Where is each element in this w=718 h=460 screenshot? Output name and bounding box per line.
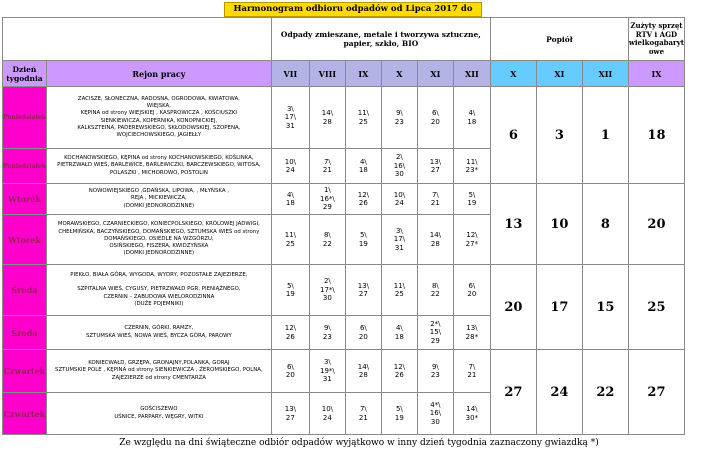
month-header: XI	[417, 61, 453, 87]
ash-month-header: XI	[536, 61, 582, 87]
ash-value-cell: 3	[536, 87, 582, 184]
date-cell: 3\ 17\ 31	[271, 87, 309, 149]
date-cell: 12\ 26	[271, 316, 309, 350]
date-cell: 7\ 21	[345, 393, 381, 435]
date-cell: 2*\ 15\ 29	[417, 316, 453, 350]
date-cell: 7\ 21	[417, 184, 453, 215]
date-cell: 12\ 26	[381, 350, 417, 393]
date-cell: 6\ 20	[453, 265, 490, 316]
region-cell: MORAWSKIEGO, CZARNIECKIEGO, KONIECPOLSKIEGO, KRÓLOWEJ JADWIGI, CHEŁMIŃSKA, BACZYŃSKIEGO, DOMAŃSKIEGO, SZTUMSKA WIEŚ od strony DOMAŃSKIEGO, OSIEDLE NA WZGÓRZU, OSIŃSKIEGO, FISZERA, KWIDZYŃSKA (DOMKI JEDNORODZINNE)	[46, 215, 271, 265]
month-header: XII	[453, 61, 490, 87]
date-cell: 3\ 19*\ 31	[309, 350, 345, 393]
date-cell: 10\ 24	[381, 184, 417, 215]
rtv-value-cell: 18	[628, 87, 684, 184]
ash-value-cell: 20	[490, 265, 536, 350]
ash-value-cell: 6	[490, 87, 536, 184]
date-cell: 6\ 20	[345, 316, 381, 350]
date-cell: 7\ 21	[453, 350, 490, 393]
ash-month-header: XII	[582, 61, 628, 87]
date-cell: 12\ 27*	[453, 215, 490, 265]
ash-value-cell: 17	[536, 265, 582, 350]
rtv-value-cell: 27	[628, 350, 684, 435]
ash-header: Popiół	[490, 18, 628, 61]
date-cell: 8\ 22	[309, 215, 345, 265]
date-cell: 12\ 26	[345, 184, 381, 215]
date-cell: 4\ 18	[453, 87, 490, 149]
ash-value-cell: 10	[536, 184, 582, 265]
ash-value-cell: 22	[582, 350, 628, 435]
day-cell: Środa	[3, 316, 47, 350]
ash-value-cell: 15	[582, 265, 628, 350]
ash-value-cell: 24	[536, 350, 582, 435]
date-cell: 13\ 28*	[453, 316, 490, 350]
date-cell: 11\ 25	[345, 87, 381, 149]
day-cell: Wtorek	[3, 184, 47, 215]
day-cell: Wtorek	[3, 215, 47, 265]
day-cell: Czwartek	[3, 393, 47, 435]
date-cell: 13\ 27	[345, 265, 381, 316]
month-header: VIII	[309, 61, 345, 87]
date-cell: 8\ 22	[417, 265, 453, 316]
table-row	[3, 265, 685, 316]
date-cell: 14\ 28	[309, 87, 345, 149]
date-cell: 10\ 24	[271, 149, 309, 184]
rtv-header: Zużyty sprzęt RTV i AGD wielkogabaryt owe	[628, 18, 684, 61]
date-cell: 14\ 28	[417, 215, 453, 265]
date-cell: 5\ 19	[345, 215, 381, 265]
date-cell: 1\ 16*\ 29	[309, 184, 345, 215]
region-cell: GOŚCISZEWO UŚNICE, PARPARY, WĘGRY, WITKI	[46, 393, 271, 435]
month-header: IX	[345, 61, 381, 87]
ash-value-cell: 1	[582, 87, 628, 184]
region-cell: KONIECWAŁD, GRZĘPA, GRONAJNY,POLANKA, GORAJ SZTUMSKIE POLE , KĘPINA od strony SIENKIEWICZA , ŻEROMSKIEGO, POLNA, ZAJEZIERZE od strony CMENTARZA	[46, 350, 271, 393]
day-cell: Poniedziałek	[3, 87, 47, 149]
day-cell: Czwartek	[3, 350, 47, 393]
date-cell: 4\ 18	[345, 149, 381, 184]
footer-note: Ze względu na dni świąteczne odbiór odpadów wyjątkowo w inny dzień tygodnia zaznaczony gwiazdką *)	[119, 438, 599, 448]
region-cell: NOWOWIEJSKIEGO ,GDAŃSKA, LIPOWA, , MŁYŃSKA , REJA , MICKIEWICZA, (DOMKI JEDNORODZINNE)	[46, 184, 271, 215]
date-cell: 4*\ 16\ 30	[417, 393, 453, 435]
day-cell: Poniedziałek	[3, 149, 47, 184]
date-cell: 5\ 19	[271, 265, 309, 316]
month-header: X	[381, 61, 417, 87]
date-cell: 2\ 17*\ 30	[309, 265, 345, 316]
date-cell: 5\ 19	[381, 393, 417, 435]
region-column-header: Rejon pracy	[46, 61, 271, 87]
header-blank	[3, 18, 272, 61]
date-cell: 6\ 20	[417, 87, 453, 149]
month-header: VII	[271, 61, 309, 87]
mixed-waste-header: Odpady zmieszane, metale i tworzywa sztuczne, papier, szkło, BIO	[271, 18, 490, 61]
date-cell: 10\ 24	[309, 393, 345, 435]
date-cell: 9\ 23	[381, 87, 417, 149]
date-cell: 11\ 25	[381, 265, 417, 316]
region-cell: KOCHANOWSKIEGO, KĘPINA od strony KOCHANOWSKIEGO, KOŚLINKA, PIETRZWAŁD WIEŚ, BARLEWICE, BARLEWICZKI, BARCZEWSKIEGO, WITOSA, POLASZKI , MICHOROWO, POSTOLIN	[46, 149, 271, 184]
region-cell: PIEKŁO, BIAŁA GÓRA, WYGODA, WYDRY, POZOSTAŁE ZAJEZIERZE, SZPITALNA WIEŚ, CYGUSY, PIETRZWAŁD PGR, PIENIĄŻNEGO, CZERNIN – ZABUDOWA WIELORODZINNA (DUŻE POJEMNIKI)	[46, 265, 271, 316]
date-cell: 2\ 16\ 30	[381, 149, 417, 184]
date-cell: 4\ 18	[271, 184, 309, 215]
rtv-value-cell: 25	[628, 265, 684, 350]
date-cell: 11\ 23*	[453, 149, 490, 184]
schedule-table	[2, 17, 685, 435]
region-cell: ZACISZE, SŁONECZNA, RADOSNA, OGRODOWA, KWIATOWA, WIEJSKA, KĘPINA od strony WIEJSKIEJ , KASPROWICZA , KOŚCIUSZKI SIENKIEWICZA, KOPERNIKA, KONOPNICKIEJ, KALKSZTEINA, PADEREWSKIEGO, SKŁODOWSKIEJ, SZOPENA, WOJCIECHOWSKIEGO, JAGIEŁŁY	[46, 87, 271, 149]
schedule-title: Harmonogram odbioru odpadów od Lipca 2017 do	[224, 2, 482, 17]
rtv-value-cell: 20	[628, 184, 684, 265]
table-row	[3, 350, 685, 393]
date-cell: 5\ 19	[453, 184, 490, 215]
region-cell: CZERNIN, GÓRKI, RAMZY, SZTUMSKA WIEŚ, NOWA WIEŚ, BYCZA GÓRA, PAROWY	[46, 316, 271, 350]
ash-value-cell: 27	[490, 350, 536, 435]
day-column-header: Dzień tygodnia	[3, 61, 47, 87]
rtv-month-header: IX	[628, 61, 684, 87]
day-cell: Środa	[3, 265, 47, 316]
date-cell: 4\ 18	[381, 316, 417, 350]
ash-value-cell: 8	[582, 184, 628, 265]
date-cell: 6\ 20	[271, 350, 309, 393]
date-cell: 3\ 17\ 31	[381, 215, 417, 265]
date-cell: 9\ 23	[309, 316, 345, 350]
date-cell: 9\ 23	[417, 350, 453, 393]
date-cell: 13\ 27	[271, 393, 309, 435]
ash-value-cell: 13	[490, 184, 536, 265]
ash-month-header: X	[490, 61, 536, 87]
date-cell: 13\ 27	[417, 149, 453, 184]
table-row	[3, 184, 685, 215]
date-cell: 14\ 30*	[453, 393, 490, 435]
table-row	[3, 87, 685, 149]
date-cell: 14\ 28	[345, 350, 381, 393]
date-cell: 11\ 25	[271, 215, 309, 265]
date-cell: 7\ 21	[309, 149, 345, 184]
